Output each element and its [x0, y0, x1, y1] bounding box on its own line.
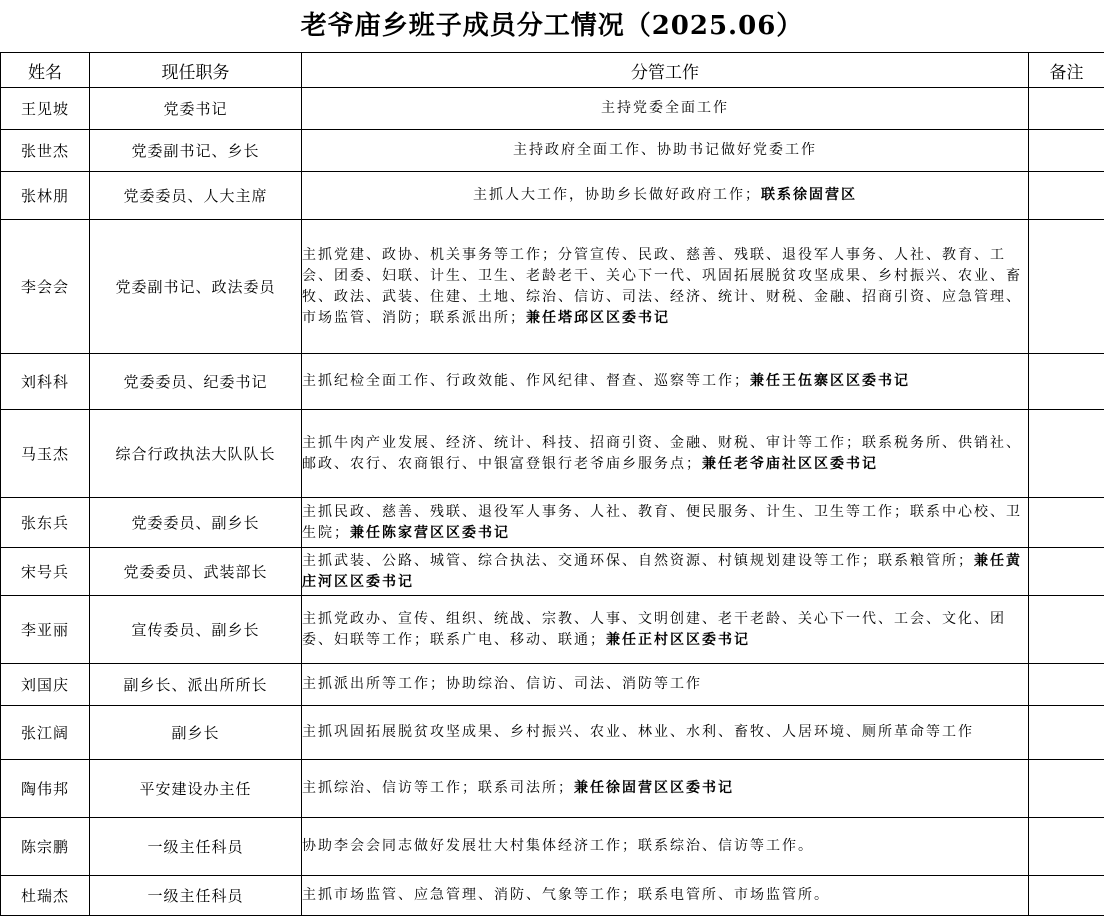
member-duties	[302, 410, 1029, 498]
member-duties	[302, 596, 1029, 664]
member-position: 副乡长	[90, 706, 302, 760]
table-row	[1, 354, 1104, 410]
table-row	[1, 172, 1104, 220]
member-duties	[302, 130, 1029, 172]
member-name: 马玉杰	[1, 410, 90, 498]
member-name: 张世杰	[1, 130, 90, 172]
duties-highlight: 兼任正村区区委书记	[606, 632, 750, 648]
table-header-row	[1, 53, 1104, 88]
member-duties	[302, 548, 1029, 596]
duties-text: 主抓巩固拓展脱贫攻坚成果、乡村振兴、农业、林业、水利、畜牧、人居环境、厕所革命等工作	[302, 724, 974, 740]
member-notes	[1029, 818, 1104, 876]
member-name: 李会会	[1, 220, 90, 354]
table-row	[1, 596, 1104, 664]
member-position: 一级主任科员	[90, 876, 302, 916]
member-notes	[1029, 876, 1104, 916]
duties-text: 主抓派出所等工作；协助综治、信访、司法、消防等工作	[302, 676, 702, 692]
member-notes	[1029, 172, 1104, 220]
table-row	[1, 706, 1104, 760]
table-row	[1, 760, 1104, 818]
member-duties	[302, 818, 1029, 876]
duties-text: 主抓人大工作，协助乡长做好政府工作；	[473, 187, 761, 203]
member-notes	[1029, 410, 1104, 498]
member-name: 刘国庆	[1, 664, 90, 706]
duties-highlight: 联系徐固营区	[761, 187, 857, 203]
member-notes	[1029, 596, 1104, 664]
member-notes	[1029, 354, 1104, 410]
member-name: 张林朋	[1, 172, 90, 220]
member-name: 陈宗鹏	[1, 818, 90, 876]
member-notes	[1029, 760, 1104, 818]
member-duties	[302, 354, 1029, 410]
member-position: 宣传委员、副乡长	[90, 596, 302, 664]
duties-highlight: 兼任徐固营区区委书记	[574, 780, 734, 796]
member-name: 陶伟邦	[1, 760, 90, 818]
member-duties	[302, 760, 1029, 818]
member-notes	[1029, 498, 1104, 548]
column-header-name: 姓名	[1, 53, 90, 88]
table-row	[1, 818, 1104, 876]
table-row	[1, 410, 1104, 498]
member-duties	[302, 876, 1029, 916]
member-duties	[302, 664, 1029, 706]
member-notes	[1029, 130, 1104, 172]
duties-text: 主抓纪检全面工作、行政效能、作风纪律、督查、巡察等工作；	[302, 373, 750, 389]
duties-highlight: 兼任陈家营区区委书记	[350, 525, 510, 541]
member-position: 党委委员、纪委书记	[90, 354, 302, 410]
duties-text: 主抓民政、慈善、残联、退役军人事务、人社、教育、便民服务、计生、卫生等工作；联系中心校、卫生院；	[302, 504, 1022, 541]
member-name: 李亚丽	[1, 596, 90, 664]
member-position: 党委委员、副乡长	[90, 498, 302, 548]
table-row	[1, 664, 1104, 706]
member-name: 张江阔	[1, 706, 90, 760]
column-header-position: 现任职务	[90, 53, 302, 88]
table-row	[1, 876, 1104, 916]
member-duties	[302, 172, 1029, 220]
member-duties	[302, 706, 1029, 760]
member-name: 张东兵	[1, 498, 90, 548]
table-row	[1, 88, 1104, 130]
member-notes	[1029, 220, 1104, 354]
member-name: 杜瑞杰	[1, 876, 90, 916]
duties-text: 协助李会会同志做好发展壮大村集体经济工作；联系综治、信访等工作。	[302, 838, 814, 854]
duties-text: 主抓综治、信访等工作；联系司法所；	[302, 780, 574, 796]
duties-text: 主持政府全面工作、协助书记做好党委工作	[513, 142, 817, 158]
member-position: 党委副书记、政法委员	[90, 220, 302, 354]
member-notes	[1029, 706, 1104, 760]
member-position: 一级主任科员	[90, 818, 302, 876]
member-position: 党委委员、武装部长	[90, 548, 302, 596]
member-name: 刘科科	[1, 354, 90, 410]
duty-table	[0, 52, 1104, 916]
member-position: 平安建设办主任	[90, 760, 302, 818]
duties-text: 主抓党政办、宣传、组织、统战、宗教、人事、文明创建、老干老龄、关心下一代、工会、文化、团委、妇联等工作；联系广电、移动、联通；	[302, 611, 1006, 648]
column-header-notes: 备注	[1029, 53, 1104, 88]
duties-text: 主抓党建、政协、机关事务等工作；分管宣传、民政、慈善、残联、退役军人事务、人社、教育、工会、团委、妇联、计生、卫生、老龄老干、关心下一代、巩固拓展脱贫攻坚成果、乡村振兴、农业、畜牧、政法、武装、住建、土地、综治、信访、司法、经济、统计、财税、金融、招商引资、应急管理、市场监管、消防；联系派出所；	[302, 247, 1022, 326]
table-row	[1, 220, 1104, 354]
duties-highlight: 兼任王伍寨区区委书记	[750, 373, 910, 389]
member-name: 王见坡	[1, 88, 90, 130]
member-position: 党委书记	[90, 88, 302, 130]
member-position: 党委委员、人大主席	[90, 172, 302, 220]
member-position: 党委副书记、乡长	[90, 130, 302, 172]
member-notes	[1029, 88, 1104, 130]
duties-text: 主抓武装、公路、城管、综合执法、交通环保、自然资源、村镇规划建设等工作；联系粮管所；	[302, 553, 974, 569]
table-row	[1, 548, 1104, 596]
member-notes	[1029, 548, 1104, 596]
member-duties	[302, 220, 1029, 354]
page-title: 老爷庙乡班子成员分工情况（2025.06）	[0, 0, 1104, 52]
duties-text: 主抓市场监管、应急管理、消防、气象等工作；联系电管所、市场监管所。	[302, 887, 830, 903]
duties-highlight: 兼任黄庄河区区委书记	[302, 553, 1022, 590]
table-row	[1, 498, 1104, 548]
member-name: 宋号兵	[1, 548, 90, 596]
duties-text: 主抓牛肉产业发展、经济、统计、科技、招商引资、金融、财税、审计等工作；联系税务所、供销社、邮政、农行、农商银行、中银富登银行老爷庙乡服务点；	[302, 435, 1022, 472]
duties-highlight: 兼任老爷庙社区区委书记	[702, 456, 878, 472]
member-position: 综合行政执法大队队长	[90, 410, 302, 498]
member-position: 副乡长、派出所所长	[90, 664, 302, 706]
table-row	[1, 130, 1104, 172]
member-notes	[1029, 664, 1104, 706]
duties-highlight: 兼任塔邱区区委书记	[526, 310, 670, 326]
member-duties	[302, 498, 1029, 548]
column-header-duties: 分管工作	[302, 53, 1029, 88]
duties-text: 主持党委全面工作	[601, 100, 729, 116]
member-duties	[302, 88, 1029, 130]
